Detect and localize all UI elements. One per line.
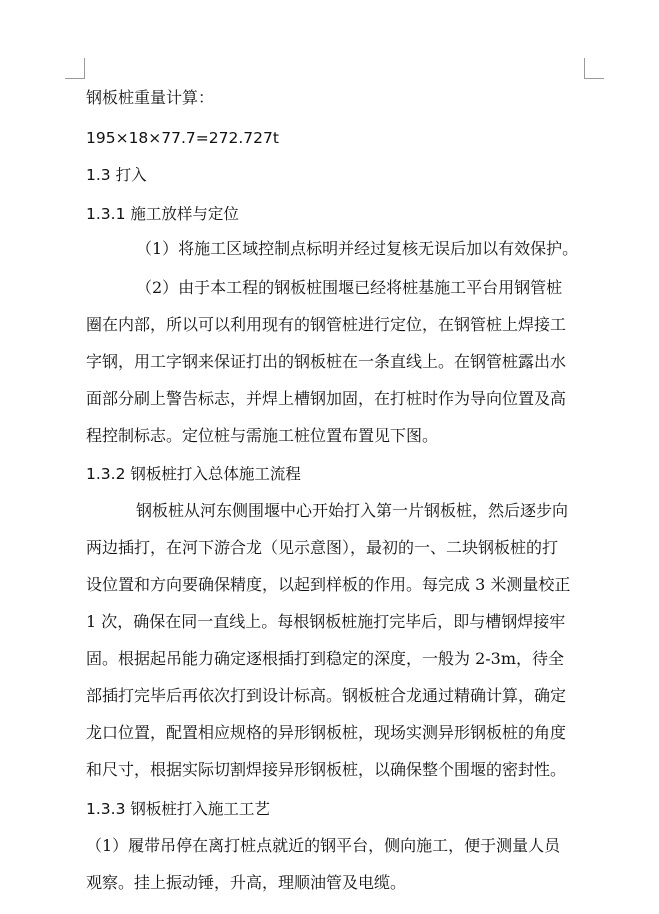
paragraph-line: 龙口位置，配置相应规格的异形钢板桩，现场实测异形钢板桩的角度 — [86, 723, 567, 742]
section-heading-1-3-1: 1.3.1 施工放样与定位 — [86, 205, 239, 223]
paragraph-line: （2）由于本工程的钢板桩围堰已经将桩基施工平台用钢管桩 — [136, 278, 563, 297]
section-heading-1-3-3: 1.3.3 钢板桩打入施工工艺 — [86, 800, 270, 818]
paragraph-line: 程控制标志。定位桩与需施工桩位置布置见下图。 — [86, 426, 439, 445]
weight-heading: 钢板桩重量计算： — [86, 88, 215, 107]
crop-mark-top-right-h — [584, 78, 604, 79]
paragraph-line: 钢板桩从河东侧围堰中心开始打入第一片钢板桩，然后逐步向 — [136, 501, 569, 520]
crop-mark-top-right-v — [584, 58, 585, 78]
paragraph-line: 圈在内部，所以可以利用现有的钢管桩进行定位，在钢管桩上焊接工 — [86, 315, 567, 334]
crop-mark-top-left-h — [65, 78, 85, 79]
paragraph-line: 观察。挂上振动锤，升高，理顺油管及电缆。 — [86, 873, 407, 892]
section-heading-1-3-2: 1.3.2 钢板桩打入总体施工流程 — [86, 465, 301, 483]
paragraph-line: 字钢，用工字钢来保证打出的钢板桩在一条直线上。在钢管桩露出水 — [86, 352, 567, 371]
paragraph-line: 设位置和方向要确保精度，以起到样板的作用。每完成 3 米测量校正 — [86, 575, 571, 594]
paragraph-line: 和尺寸，根据实际切割焊接异形钢板桩，以确保整个围堰的密封性。 — [86, 760, 567, 779]
crop-mark-top-left-v — [84, 58, 85, 78]
paragraph-line: 1 次，确保在同一直线上。每根钢板桩施打完毕后，即与槽钢焊接牢 — [86, 612, 566, 631]
paragraph-line: （1）将施工区域控制点标明并经过复核无误后加以有效保护。 — [136, 239, 579, 258]
paragraph-line: （1）履带吊停在离打桩点就近的钢平台，侧向施工，便于测量人员 — [86, 836, 561, 855]
section-heading-1-3: 1.3 打入 — [86, 166, 147, 184]
paragraph-line: 面部分刷上警告标志，并焊上槽钢加固，在打桩时作为导向位置及高 — [86, 389, 567, 408]
paragraph-line: 两边插打，在河下游合龙（见示意图），最初的一、二块钢板桩的打 — [86, 538, 559, 557]
paragraph-line: 部插打完毕后再依次打到设计标高。钢板桩合龙通过精确计算，确定 — [86, 686, 567, 705]
paragraph-line: 固。根据起吊能力确定逐根插打到稳定的深度，一般为 2-3m，待全 — [86, 649, 565, 668]
weight-formula: 195×18×77.7=272.727t — [86, 129, 279, 147]
